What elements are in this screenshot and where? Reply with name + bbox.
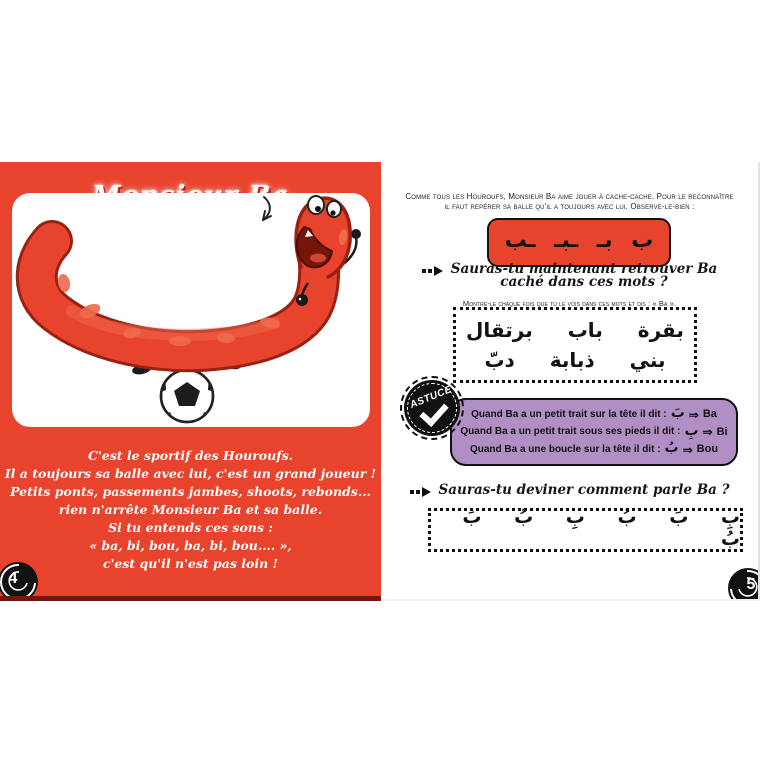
astuce-tips-box [450, 398, 738, 466]
vowelled-letters-box: بِ بَ بُ بِ بُ بَ بُ [428, 508, 743, 552]
implies-icon: ⇒ [688, 407, 699, 422]
left-page [0, 162, 381, 601]
story-line: C'est le sportif des Houroufs. [88, 448, 293, 463]
page-number-value: 5 [746, 576, 756, 593]
ba-character-illustration [12, 193, 370, 427]
exercise1-heading [381, 263, 758, 289]
story-line: c'est qu'il n'est pas loin ! [102, 556, 279, 571]
tip-sound: Bi [716, 425, 728, 438]
soccer-ball [152, 370, 223, 427]
story-line: rien n'arrête Monsieur Ba et sa balle. [58, 502, 323, 517]
story-line: Il a toujours sa balle avec lui, c'est un grand joueur ! [4, 466, 377, 481]
page-number-left [0, 562, 38, 601]
exercise1-instruction: Montre-le chaque fois que tu le vois dans ces mots et dis : « Ba ». [462, 298, 677, 308]
tip-text: Quand Ba a une boucle sur la tête il dit : [469, 443, 661, 455]
arrow-icon [410, 487, 432, 497]
exercise2-heading [381, 484, 758, 497]
arrow-icon [422, 266, 444, 276]
curved-arrow-icon [263, 197, 271, 220]
page-number-value: 4 [8, 570, 18, 587]
tip-arabic-letter: بِ [684, 422, 699, 439]
story-text [0, 449, 381, 575]
astuce-badge [404, 380, 460, 436]
tip-arabic-letter: بُ [664, 440, 679, 456]
character-head [296, 196, 350, 279]
tip-line [471, 405, 717, 422]
tip-line [460, 422, 728, 439]
implies-icon: ⇒ [702, 425, 713, 439]
character-body [37, 241, 319, 351]
page-number-right [728, 568, 760, 601]
tip-sound: Bou [696, 443, 719, 455]
story-line: Si tu entends ces sons : [108, 520, 273, 535]
implies-icon: ⇒ [682, 442, 693, 457]
tip-text: Quand Ba a un petit trait sous ses pieds il dit : [460, 426, 681, 437]
intro-text: Comme tous les Houroufs, Monsieur Ba aime jouer à cache-cache. Pour le reconnaître il faut repérer sa balle qu'il a toujours avec lui. Observe-le-bien : [405, 192, 734, 211]
astuce-label: ASTUCE [408, 384, 454, 411]
exercise2-heading-text: Sauras-tu deviner comment parle Ba ? [438, 482, 730, 498]
story-line: Petits ponts, passements jambes, shoots, rebonds... [10, 484, 371, 499]
right-page [381, 162, 760, 601]
arabic-words-row: بقرة باب برتقال [466, 318, 684, 342]
exercise1-heading-line1: Sauras-tu maintenant retrouver Ba [450, 261, 718, 277]
tip-arabic-letter: بَ [670, 405, 685, 421]
exercise1-heading-line2: caché dans ces mots ? [500, 274, 668, 290]
letter-forms-box: ب بـ ـبـ ـب [487, 218, 671, 267]
tip-sound: Ba [702, 408, 717, 420]
tip-line [469, 440, 719, 457]
tip-text: Quand Ba a un petit trait sur la tête il dit : [471, 408, 667, 420]
arabic-words-box [453, 307, 697, 383]
illustration-panel [12, 193, 370, 427]
story-line: « ba, bi, bou, ba, bi, bou.... », [89, 538, 292, 553]
arabic-words-row: بني ذبابة دبّ [484, 348, 666, 372]
